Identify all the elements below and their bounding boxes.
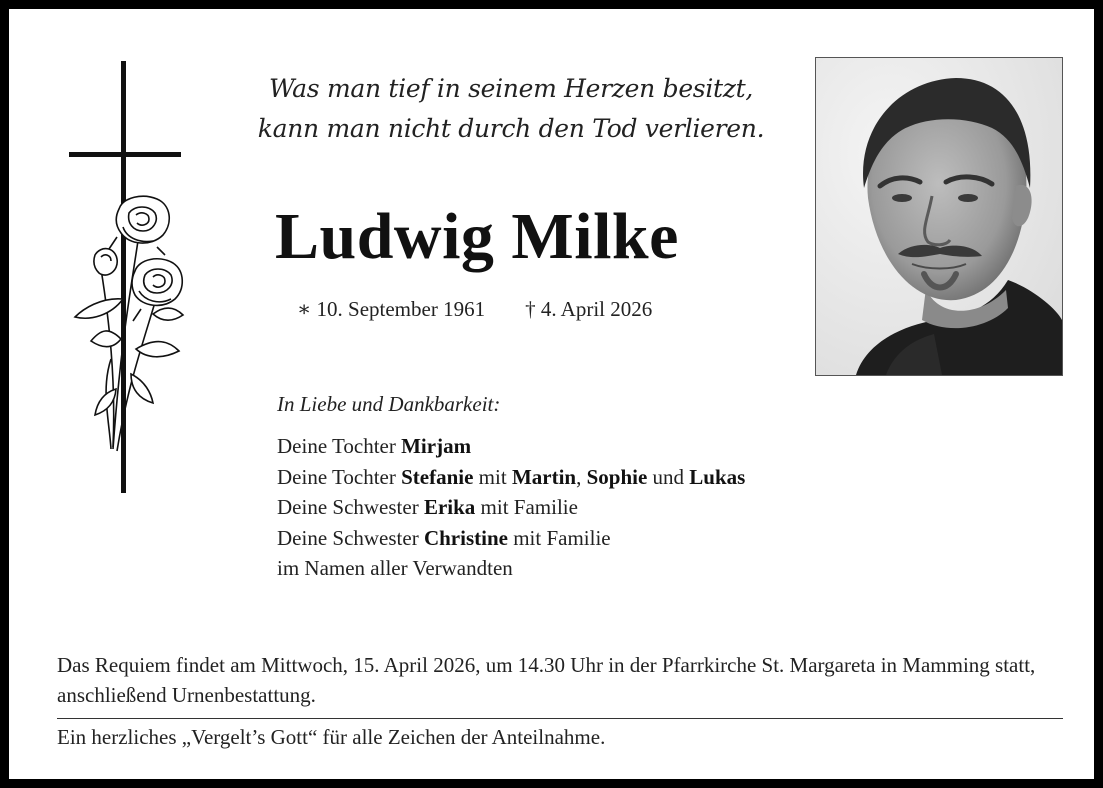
thanks-note: Ein herzliches „Vergelt’s Gott“ für alle Zeichen der Anteilnahme. — [57, 725, 606, 749]
quote — [241, 69, 781, 149]
divider — [57, 718, 1063, 719]
mourner-line: Deine Tochter Stefanie mit Martin, Sophie und Lukas — [277, 464, 746, 489]
death-date: † 4. April 2026 — [525, 297, 653, 321]
mourner-name: Sophie — [586, 464, 648, 489]
mourner-line: Deine Schwester Erika mit Familie — [277, 495, 578, 519]
mourner-name: Christine — [423, 525, 508, 550]
portrait-photo — [815, 57, 1063, 376]
quote-line-2: kann man nicht durch den Tod verlieren. — [257, 114, 765, 143]
life-dates — [297, 297, 652, 322]
mourner-name: Mirjam — [401, 434, 472, 458]
mourner-name: Stefanie — [401, 464, 474, 489]
mourner-name: Lukas — [689, 464, 746, 489]
mourners-list — [277, 431, 745, 584]
requiem-notice: Das Requiem findet am Mittwoch, 15. April 2026, um 14.30 Uhr in der Pfarrkirche St. Margareta in Mamming statt, anschließend Urnenbestattung. — [57, 653, 1036, 707]
quote-line-1: Was man tief in seinem Herzen besitzt, — [268, 74, 754, 103]
mourner-name: Martin — [511, 464, 577, 489]
cross-with-roses-icon — [61, 59, 191, 499]
mourner-line: im Namen aller Verwandten — [277, 556, 513, 580]
birth-date: ∗ 10. September 1961 — [297, 297, 486, 321]
mourner-line: Deine Tochter Mirjam — [277, 434, 472, 458]
mourner-name: Erika — [423, 495, 476, 519]
intro-text: In Liebe und Dankbarkeit: — [277, 392, 501, 416]
mourner-line: Deine Schwester Christine mit Familie — [277, 525, 611, 550]
deceased-name: Ludwig Milke — [275, 200, 679, 273]
